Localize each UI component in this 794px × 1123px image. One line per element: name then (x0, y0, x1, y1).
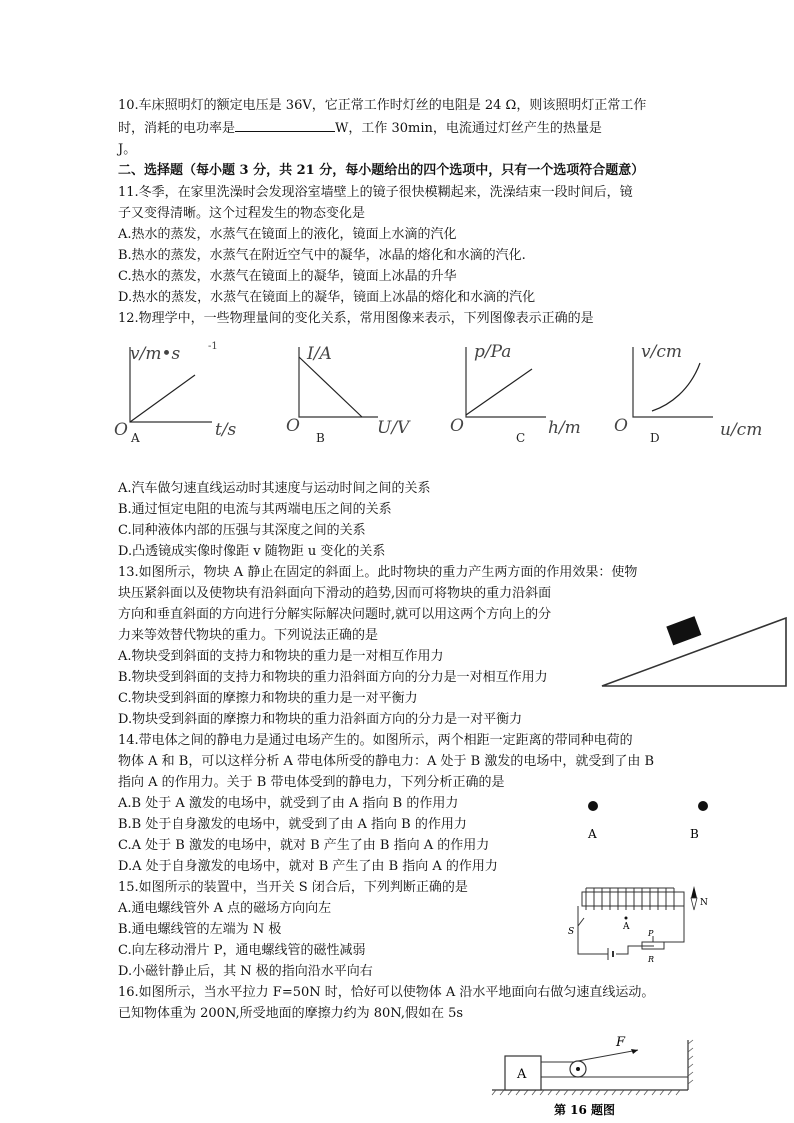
graph-b-x-label: U/V (377, 418, 410, 438)
q11-stem1: 11.冬季，在家里洗澡时会发现浴室墙壁上的镜子很快模糊起来，洗澡结束一段时间后，镜 (118, 185, 633, 200)
q11-option-b: B.热水的蒸发，水蒸气在附近空气中的凝华，冰晶的熔化和水滴的汽化. (118, 248, 526, 263)
q13-stem3: 方向和垂直斜面的方向进行分解实际解决问题时,就可以用这两个方向上的分 (118, 607, 552, 622)
q13-option-d: D.物块受到斜面的摩擦力和物块的重力沿斜面方向的分力是一对平衡力 (118, 712, 523, 727)
pulley-axle (576, 1067, 580, 1071)
q13-incline-figure (596, 614, 790, 690)
ground-hatch (492, 1090, 680, 1095)
q14-option-b: B.B 处于自身激发的电场中，就受到了由 A 指向 B 的作用力 (118, 817, 467, 832)
charge-a (588, 801, 598, 811)
battery (608, 948, 613, 960)
compass-needle (691, 886, 708, 910)
graph-c-origin: O (450, 416, 464, 436)
q10-text-a: 时，消耗的电功率是 (118, 121, 236, 136)
q11-option-a: A.热水的蒸发，水蒸气在镜面上的液化，镜面上水滴的汽化 (118, 227, 457, 242)
q11-option-c: C.热水的蒸发，水蒸气在镜面上的凝华，镜面上冰晶的升华 (118, 269, 457, 284)
q16-stem2: 已知物体重为 200N,所受地面的摩擦力约为 80N,假如在 5s (118, 1006, 464, 1021)
q12-option-b: B.通过恒定电阻的电流与其两端电压之间的关系 (118, 502, 392, 517)
circuit-wire (578, 906, 684, 954)
q12-option-d: D.凸透镜成实像时像距 v 随物距 u 变化的关系 (118, 544, 386, 559)
wall-hatch (688, 1040, 693, 1084)
graph-c-y-label: p/Pa (474, 342, 512, 362)
q12-option-c: C.同种液体内部的压强与其深度之间的关系 (118, 523, 366, 538)
q14-stem1: 14.带电体之间的静电力是通过电场产生的。如图所示，两个相距一定距离的带同种电荷的 (118, 733, 633, 748)
q15-option-b: B.通电螺线管的左端为 N 极 (118, 922, 282, 937)
q15-solenoid-figure (568, 876, 708, 964)
q16-figure-caption: 第 16 题图 (554, 1103, 616, 1117)
graph-c (450, 342, 581, 445)
graph-c-caption: C (516, 431, 526, 445)
charge-b (698, 801, 708, 811)
charge-b-label: B (690, 827, 699, 841)
rheostat-label: R (648, 955, 655, 964)
q14-option-c: C.A 处于 B 激发的电场中，就对 B 产生了由 B 指向 A 的作用力 (118, 838, 490, 853)
needle-n-label: N (700, 898, 708, 908)
graph-d-origin: O (614, 416, 628, 436)
graph-b-y-label: I/A (307, 344, 332, 364)
graph-b (286, 344, 411, 445)
q14-option-a: A.B 处于 A 激发的电场中，就受到了由 A 指向 B 的作用力 (118, 796, 459, 811)
point-a (625, 917, 628, 920)
graph-d-y-label: v/cm (641, 342, 682, 362)
q15-option-a: A.通电螺线管外 A 点的磁场方向向左 (118, 901, 332, 916)
force-f-arrow (578, 1050, 638, 1061)
graph-c-x-label: h/m (548, 418, 581, 438)
q10-line2 (118, 119, 602, 138)
graph-a-x-label: t/s (215, 420, 237, 440)
q13-option-a: A.物块受到斜面的支持力和物块的重力是一对相互作用力 (118, 649, 444, 664)
q14-charges-figure (576, 796, 716, 842)
q13-stem1: 13.如图所示，物块 A 静止在固定的斜面上。此时物块的重力产生两方面的作用效果：使物 (118, 565, 638, 580)
q15-option-d: D.小磁针静止后，其 N 极的指向沿水平向右 (118, 964, 373, 979)
graph-a (114, 341, 237, 445)
q13-stem4: 力来等效替代物块的重力。下列说法正确的是 (118, 628, 379, 643)
graph-a-origin: O (114, 420, 128, 440)
slider-label: P (648, 929, 654, 938)
switch-label: S (568, 927, 575, 937)
graph-d (614, 342, 762, 445)
solenoid-coil (586, 888, 674, 910)
graph-a-y-label: v/m•s (130, 344, 181, 364)
section2-header: 二、选择题（每小题 3 分，共 21 分，每小题给出的四个选项中，只有一个选项符合题意） (118, 163, 645, 178)
q14-stem3: 指向 A 的作用力。关于 B 带电体受到的静电力，下列分析正确的是 (118, 775, 505, 790)
graph-d-x-label: u/cm (720, 420, 763, 440)
graph-b-origin: O (286, 416, 300, 436)
q12-stem: 12.物理学中，一些物理量间的变化关系，常用图像来表示，下列图像表示正确的是 (118, 311, 594, 326)
q16-pulley-figure (488, 1030, 718, 1120)
q16-stem1: 16.如图所示，当水平拉力 F=50N 时，恰好可以使物体 A 沿水平地面向右做匀速直线运动。 (118, 985, 655, 1000)
q13-option-c: C.物块受到斜面的摩擦力和物块的重力是一对平衡力 (118, 691, 418, 706)
point-a-label: A (623, 922, 630, 932)
switch-s[interactable] (578, 918, 584, 926)
graph-a-caption: A (131, 431, 140, 445)
charge-a-label: A (588, 827, 597, 841)
graph-a-y-exp: -1 (208, 341, 218, 352)
q11-option-d: D.热水的蒸发，水蒸气在镜面上的凝华，镜面上冰晶的熔化和水滴的汽化 (118, 290, 536, 305)
force-f-label: F (616, 1035, 626, 1050)
q12-option-a: A.汽车做匀速直线运动时其速度与运动时间之间的关系 (118, 481, 431, 496)
q13-stem2: 块压紧斜面以及使物块有沿斜面向下滑动的趋势,因而可将物块的重力沿斜面 (118, 586, 552, 601)
graph-b-caption: B (316, 431, 325, 445)
q10-line3: J。 (118, 142, 137, 157)
q15-stem: 15.如图所示的装置中，当开关 S 闭合后，下列判断正确的是 (118, 880, 468, 895)
q15-option-c: C.向左移动滑片 P，通电螺线管的磁性减弱 (118, 943, 366, 958)
q10-answer-blank (235, 119, 335, 132)
q10-line1: 10.车床照明灯的额定电压是 36V，它正常工作时灯丝的电阻是 24 Ω，则该照明灯正常工作 (118, 98, 647, 113)
block-a-label: A (517, 1067, 527, 1082)
q11-stem2: 子又变得清晰。这个过程发生的物态变化是 (118, 206, 366, 221)
q12-graphs (100, 335, 780, 455)
q13-option-b: B.物块受到斜面的支持力和物块的重力沿斜面方向的分力是一对相互作用力 (118, 670, 548, 685)
graph-d-caption: D (650, 431, 660, 445)
q14-option-d: D.A 处于自身激发的电场中，就对 B 产生了由 B 指向 A 的作用力 (118, 859, 498, 874)
solenoid-core (582, 892, 684, 906)
block-a (666, 616, 701, 645)
q10-text-b: W，工作 30min，电流通过灯丝产生的热量是 (335, 121, 602, 136)
q14-stem2: 物体 A 和 B，可以这样分析 A 带电体所受的静电力：A 处于 B 激发的电场中，就受到了由 B (118, 754, 655, 769)
